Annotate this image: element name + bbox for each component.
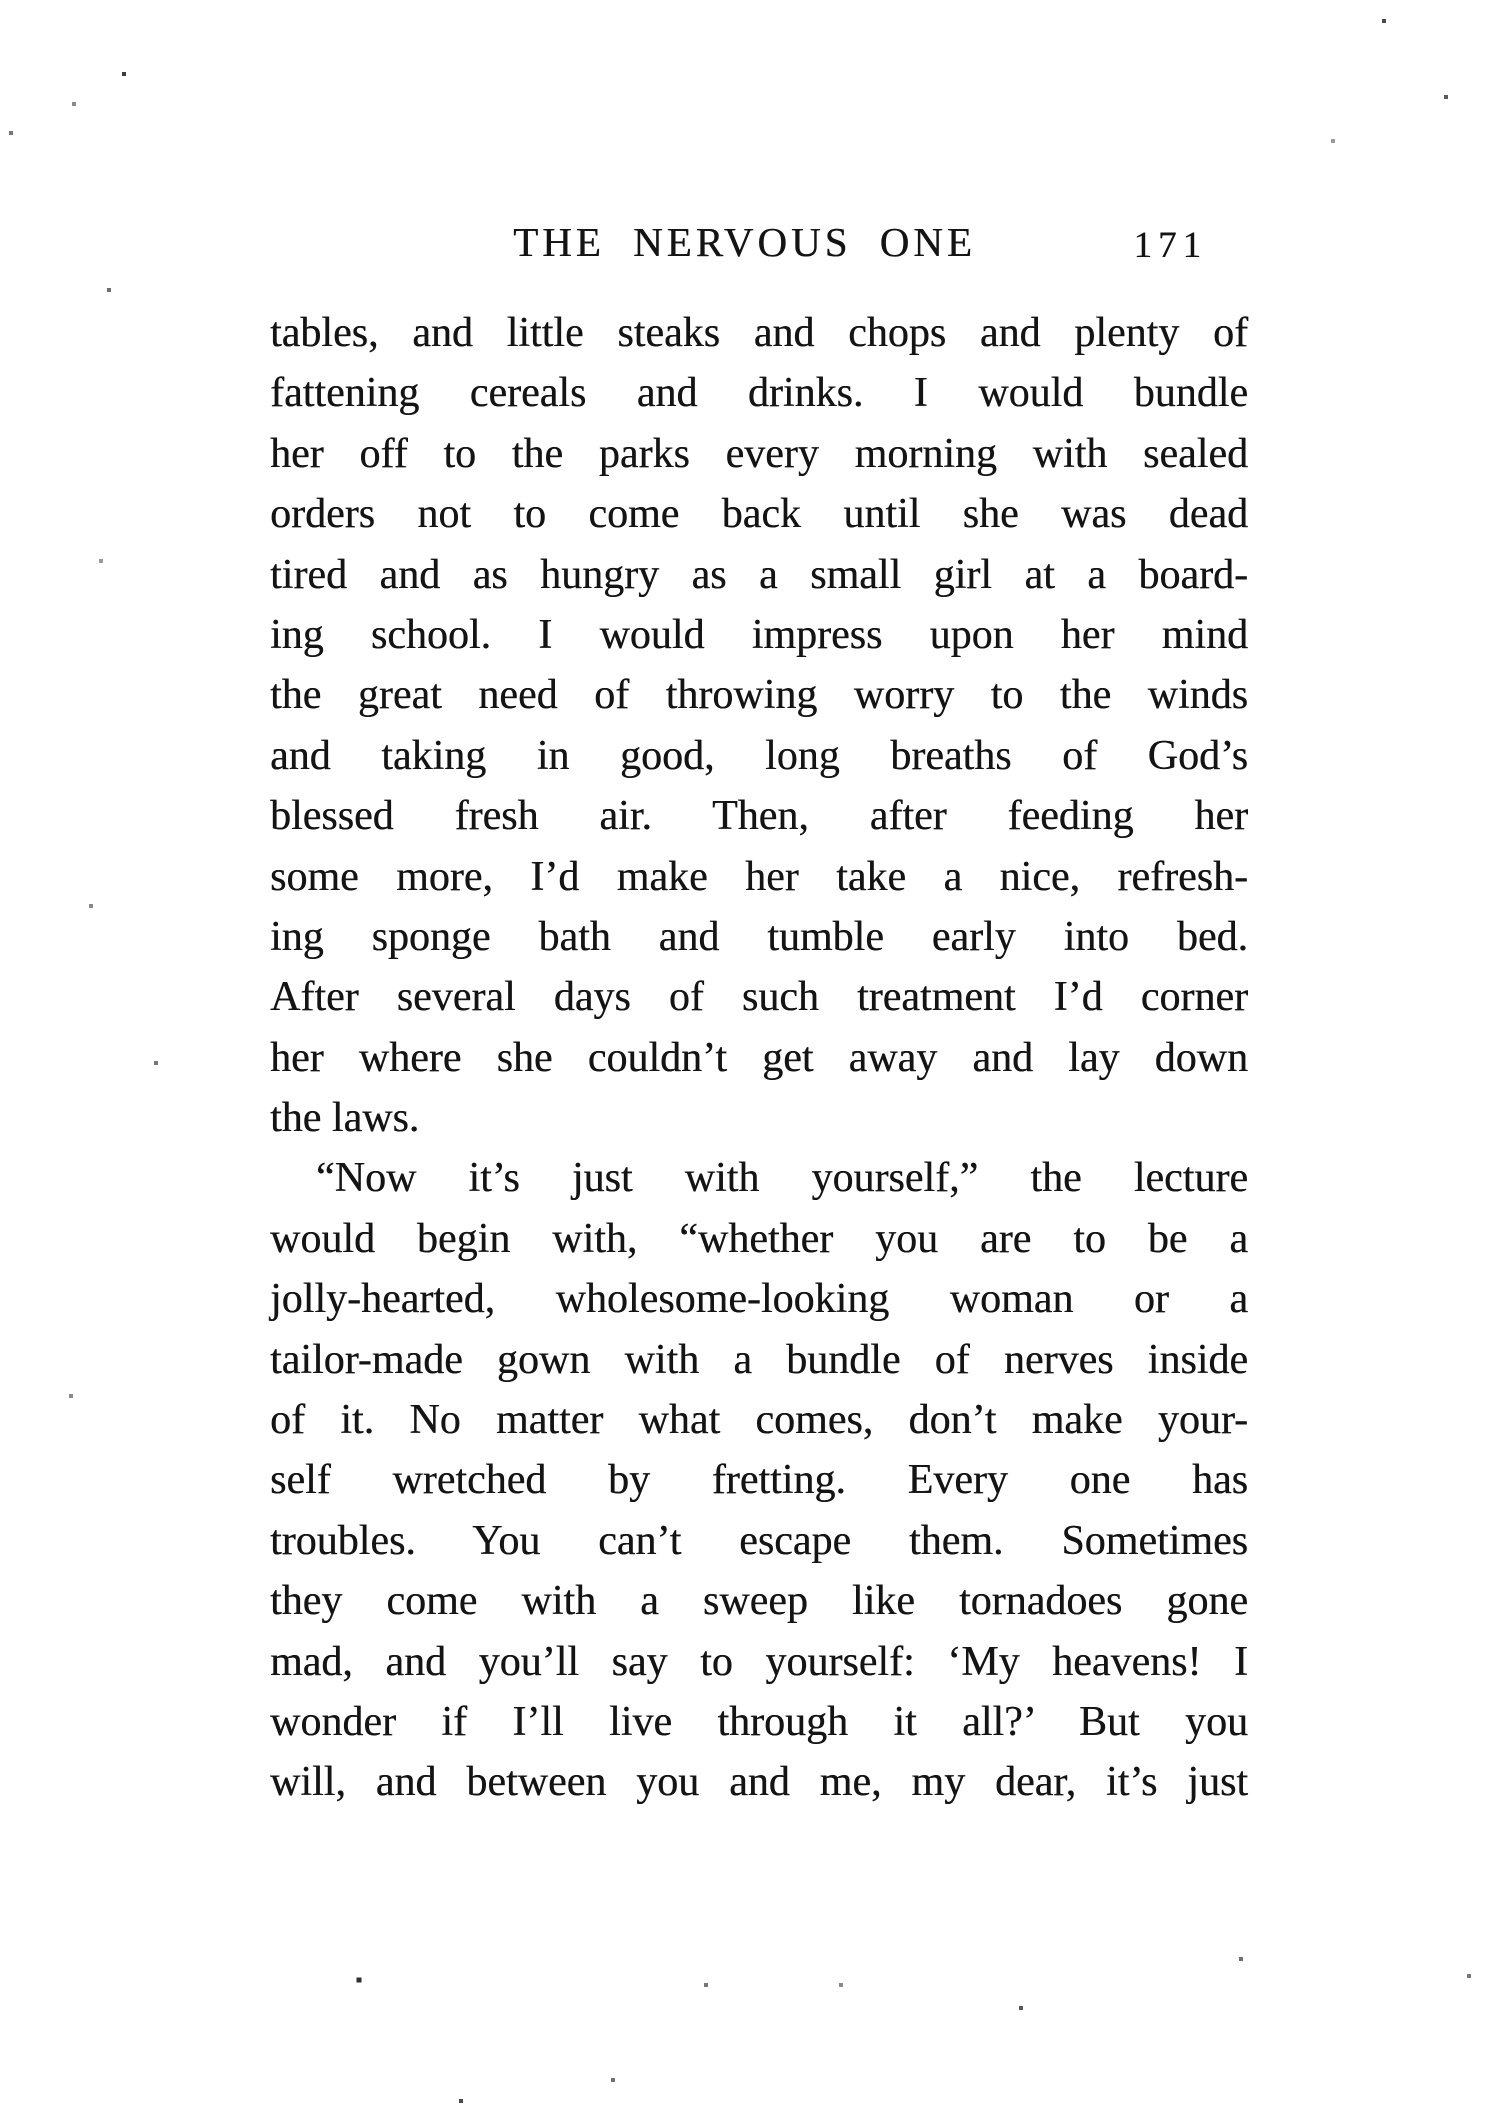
text-line: troubles. You can’t escape them. Sometimes bbox=[270, 1517, 1248, 1564]
text-line: of it. No matter what comes, don’t make your- bbox=[270, 1397, 1248, 1444]
scan-noise-speckles bbox=[0, 0, 2, 2]
text-line: her off to the parks every morning with sealed bbox=[270, 430, 1248, 477]
text-line: fattening cereals and drinks. I would bundle bbox=[270, 370, 1248, 417]
text-line-paragraph-end: the laws. bbox=[270, 1095, 420, 1142]
page-number: 171 bbox=[1133, 225, 1207, 266]
text-line: her where she couldn’t get away and lay down bbox=[270, 1034, 1248, 1081]
text-line: jolly-hearted, wholesome-looking woman or a bbox=[270, 1276, 1248, 1323]
text-line: would begin with, “whether you are to be a bbox=[270, 1215, 1248, 1262]
text-line: mad, and you’ll say to yourself: ‘My heavens! I bbox=[270, 1638, 1248, 1685]
text-line: the great need of throwing worry to the winds bbox=[270, 672, 1248, 719]
text-line: blessed fresh air. Then, after feeding her bbox=[270, 793, 1248, 840]
text-line: ing school. I would impress upon her mind bbox=[270, 611, 1248, 658]
text-line: and taking in good, long breaths of God’s bbox=[270, 732, 1248, 779]
body-text-block bbox=[270, 303, 1248, 1813]
text-line: some more, I’d make her take a nice, refresh- bbox=[270, 853, 1248, 900]
text-line: After several days of such treatment I’d corner bbox=[270, 974, 1248, 1021]
page-header bbox=[0, 218, 1489, 264]
text-line: wonder if I’ll live through it all?’ But you bbox=[270, 1698, 1248, 1745]
text-line: tables, and little steaks and chops and plenty of bbox=[270, 310, 1248, 356]
text-line: orders not to come back until she was dead bbox=[270, 491, 1248, 538]
text-line: tired and as hungry as a small girl at a board- bbox=[270, 551, 1248, 598]
running-head-title: THE NERVOUS ONE bbox=[513, 219, 976, 265]
text-line: they come with a sweep like tornadoes gone bbox=[270, 1578, 1248, 1625]
text-line: tailor-made gown with a bundle of nerves inside bbox=[270, 1336, 1248, 1383]
text-line: self wretched by fretting. Every one has bbox=[270, 1457, 1248, 1504]
text-line-paragraph-start: “Now it’s just with yourself,” the lecture bbox=[316, 1155, 1248, 1202]
text-line: will, and between you and me, my dear, it’s just bbox=[270, 1759, 1248, 1806]
text-line: ing sponge bath and tumble early into bed. bbox=[270, 913, 1248, 960]
